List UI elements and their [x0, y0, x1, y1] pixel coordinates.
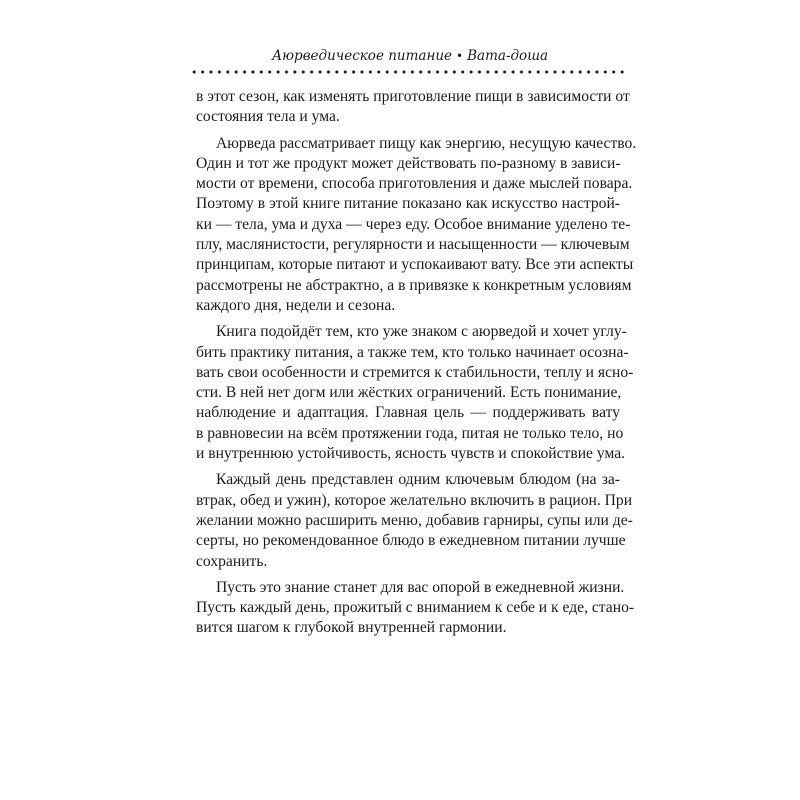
text-line: бить практику питания, а также тем, кто только начинает осозна-	[196, 343, 629, 361]
text-line: серты, но рекомендованное блюдо в ежедневном питании лучше	[196, 532, 626, 550]
body-text	[196, 87, 637, 645]
text-line: плу, маслянистости, регулярности и насыщенности — ключевым	[196, 236, 630, 254]
text-line: Каждый день представлен одним ключевым блюдом (на за-	[216, 471, 620, 489]
running-header	[190, 48, 630, 64]
text-line: вать свои особенности и стремится к стабильности, теплу и ясно-	[196, 363, 634, 381]
paragraph-3	[196, 322, 634, 464]
dotted-divider	[190, 70, 627, 74]
text-line: каждого дня, недели и сезона.	[196, 296, 396, 314]
header-subtitle: Вата-доша	[467, 48, 549, 64]
text-line: Пусть это знание станет для вас опорой в ежедневной жизни.	[216, 578, 625, 596]
paragraph-4	[196, 470, 633, 571]
text-line: ки — тела, ума и духа — через еду. Особое внимание уделено те-	[196, 215, 631, 233]
text-line: Один и тот же продукт может действовать по-разному в зависи-	[196, 154, 621, 172]
text-line: Книга подойдёт тем, кто уже знаком с аюрведой и хочет углу-	[216, 323, 627, 341]
text-line: наблюдение и адаптация. Главная цель — поддерживать вату	[196, 404, 620, 422]
text-line: сохранить.	[196, 552, 268, 570]
text-line: Поэтому в этой книге питание показано как искусство настрой-	[196, 195, 620, 213]
text-line: в этот сезон, как изменять приготовление пищи в зависимости от	[196, 88, 630, 105]
text-line: вится шагом к глубокой внутренней гармонии.	[196, 619, 507, 637]
text-line: и внутреннюю устойчивость, ясность чувств и спокойствие ума.	[196, 445, 626, 463]
paragraph-2	[196, 134, 637, 317]
text-line: рассмотрены не абстрактно, а в привязке к конкретным условиям	[196, 276, 632, 294]
paragraph-5	[196, 578, 635, 639]
header-title: Аюрведическое питание	[271, 48, 453, 64]
text-line: мости от времени, способа приготовления и даже мыслей повара.	[196, 175, 633, 193]
text-line: сти. В ней нет догм или жёстких ограничений. Есть понимание,	[196, 384, 622, 402]
text-line: в равновесии на всём протяжении года, питая не только тело, но	[196, 424, 624, 442]
text-line: втрак, обед и ужин), которое желательно включить в рацион. При	[196, 491, 633, 509]
text-line: Пусть каждый день, прожитый с вниманием к себе и к еде, стано-	[196, 599, 635, 617]
text-line: принципам, которые питают и успокаивают вату. Все эти аспекты	[196, 256, 634, 274]
text-line: желании можно расширить меню, добавив гарниры, супы или де-	[196, 511, 633, 529]
header-separator: •	[456, 49, 464, 63]
text-line: Аюрведа рассматривает пищу как энергию, несущую качество.	[216, 134, 637, 152]
paragraph-1	[196, 87, 630, 128]
text-line: состояния тела и ума.	[196, 108, 340, 126]
